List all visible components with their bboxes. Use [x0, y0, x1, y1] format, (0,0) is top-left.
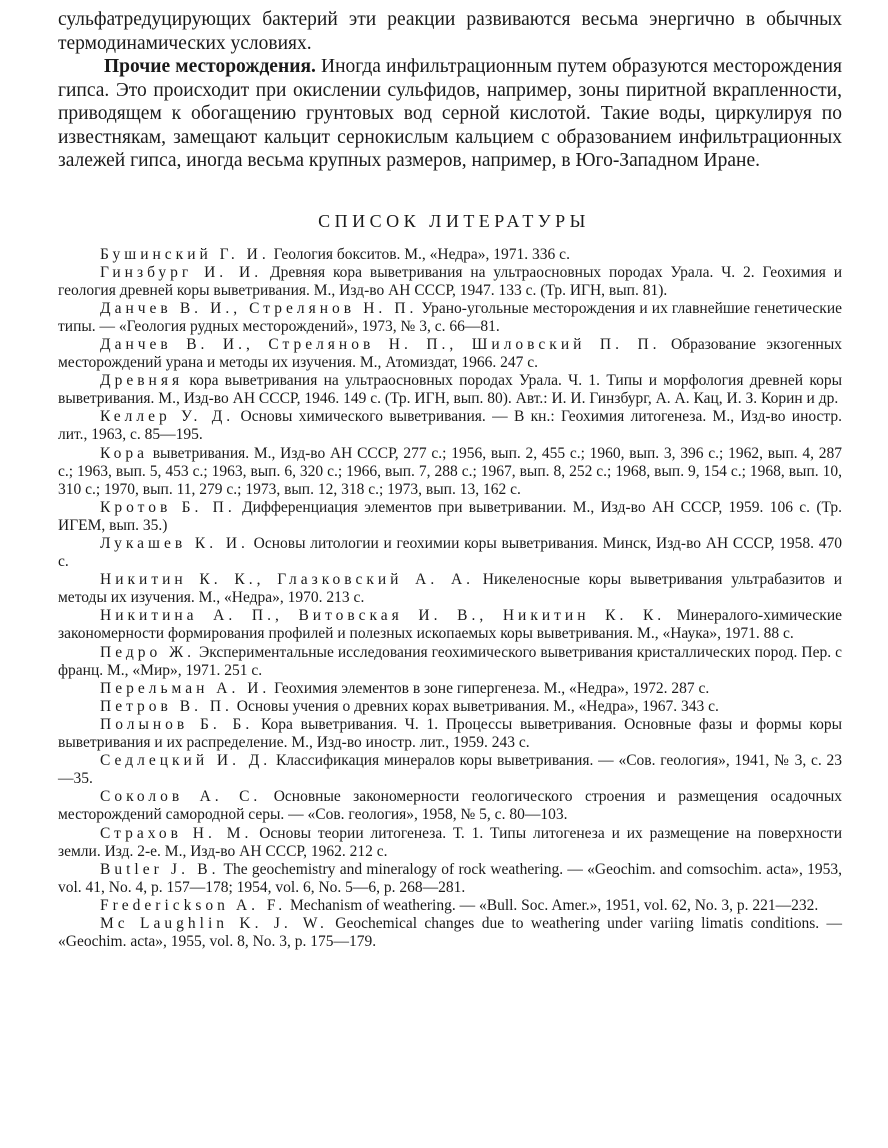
reference-text: Никеленосные коры выветривания ультрабазитов и методы их изучения. М., «Недра», 1970. 213 с. [58, 571, 842, 607]
reference-author: Полынов Б. Б. [100, 715, 254, 733]
reference-author: Седлецкий И. Д. [100, 752, 272, 770]
reference-author: Frederickson A. F. [100, 896, 287, 914]
reference-author: Перельман А. И. [100, 679, 271, 697]
reference-item [58, 716, 842, 752]
reference-author: Лукашев К. И. [100, 535, 249, 552]
reference-text: Кора выветривания. Ч. 1. Процессы выветривания. Основные фазы и формы коры выветривания и их распределение. М., Изд-во иностр. лит., 1959. 243 с. [58, 715, 842, 752]
reference-text: Дифференциация элементов при выветривании. М., Изд-во АН СССР, 1959. 106 с. (Тр. ИГЕМ, вып. 35.) [58, 498, 842, 534]
reference-item [58, 861, 842, 897]
reference-text: Основы теории литогенеза. Т. 1. Типы литогенеза и их размещение на поверхности земли. Изд. 2-е. М., Изд-во АН СССР, 1962. 212 с. [58, 824, 842, 860]
reference-text: Основные закономерности геологического строения и размещения осадочных месторождений самородной серы. — «Сов. геология», 1958, № 5, с. 80—103. [58, 788, 842, 824]
deposits-paragraph [58, 55, 842, 173]
reference-item [58, 571, 842, 607]
reference-item [58, 825, 842, 861]
paragraph-text: Иногда инфильтрационным путем образуются месторождения гипса. Это происходит при окислении сульфидов, например, зоны пиритной вкрапленности, приводящем к обогащению грунтовых вод серной кислотой. Такие воды, циркулируя по известнякам, замещают кальцит сернокислым кальцием с образованием инфильтрационных залежей гипса, иногда весьма крупных размеров, например, в Юго-Западном Иране. [58, 56, 842, 171]
reference-author: Педро Ж. [100, 643, 196, 661]
reference-author: Кротов Б. П. [100, 498, 236, 516]
reference-author: Кора [100, 444, 148, 462]
reference-text: Геология бокситов. М., «Недра», 1971. 336 с. [269, 245, 570, 263]
reference-item [58, 300, 842, 336]
paragraph-heading: Прочие месторождения. [104, 56, 316, 77]
reference-author: Никитин К. К., Глазковский А. А. [100, 571, 475, 589]
reference-item [58, 752, 842, 788]
reference-text: Основы учения о древних корах выветривания. М., «Недра», 1967. 343 с. [232, 697, 719, 715]
reference-author: Бушинский Г. И. [100, 245, 270, 263]
reference-item [58, 499, 842, 535]
reference-author: Петров В. П. [100, 697, 233, 715]
reference-text: Основы химического выветривания. — В кн.: Геохимия литогенеза. М., Изд-во иностр. лит., 1963, с. 85—195. [58, 408, 842, 444]
reference-author: Mc Laughlin K. J. W. [100, 914, 328, 932]
reference-text: выветривания. М., Изд-во АН СССР, 277 с.; 1956, вып. 2, 455 с.; 1960, вып. 3, 396 с.; 1962, вып. 4, 287 с.; 1963, вып. 5, 453 с.; 1963, вып. 6, 320 с.; 1966, вып. 7, 288 с.; 1967, вып. 8, 252 с.; 1968, вып. 9, 154 с.; 1968, вып. 10, 310 с.; 1970, вып. 11, 279 с.; 1973, вып. 12, 318 с.; 1973, вып. 13, 162 с. [58, 444, 842, 498]
reference-item [58, 698, 842, 716]
reference-author: Древняя [100, 372, 184, 390]
reference-item [58, 915, 842, 951]
reference-author: Гинзбург И. И. [100, 263, 263, 281]
reference-text: Минералого-химические закономерности формирования профилей и полезных ископаемых коры выветривания. М., «Наука», 1971. 88 с. [58, 607, 842, 643]
reference-author: Келлер У. Д. [100, 408, 235, 426]
references-title: СПИСОК ЛИТЕРАТУРЫ [318, 210, 590, 231]
reference-text: Geochemical changes due to weathering under variing limatis conditions. — «Geochim. acta», 1955, vol. 8, No. 3, p. 175—179. [58, 914, 842, 951]
reference-text: кора выветривания на ультраосновных породах Урала. Ч. 1. Типы и морфология древней коры выветривания. М., Изд-во АН СССР, 1946. 149 с. (Тр. ИГН, вып. 80). Авт.: И. И. Гинзбург, А. А. Кац, И. З. Корин и др. [58, 372, 842, 408]
reference-author: Данчев В. И., Стрелянов Н. П., Шиловский П. П. [100, 335, 661, 353]
reference-item [58, 607, 842, 643]
reference-item [58, 680, 842, 698]
reference-text: Геохимия элементов в зоне гипергенеза. М., «Недра», 1972. 287 с. [270, 679, 710, 697]
reference-item [58, 408, 842, 444]
reference-text: The geochemistry and mineralogy of rock weathering. — «Geochim. and comsochim. acta», 1953, vol. 41, No. 4, p. 157—178; 1954, vol. 6, No. 5—6, p. 268—281. [58, 860, 842, 896]
reference-item [58, 445, 842, 499]
reference-text: Основы литологии и геохимии коры выветривания. Минск, Изд-во АН СССР, 1958. 470 с. [58, 535, 843, 571]
reference-item [58, 336, 842, 372]
reference-author: Никитина А. П., Витовская И. В., Никитин К. К. [100, 607, 666, 625]
reference-item [58, 264, 842, 300]
reference-item [58, 372, 842, 408]
reference-text: Урано-угольные месторождения и их главнейшие генетические типы. — «Геология рудных месторождений», 1973, № 3, с. 66—81. [58, 299, 842, 335]
reference-author: Butler J. B. [100, 860, 220, 878]
reference-text: Классификация минералов коры выветривания. — «Сов. геология», 1941, № 3, с. 23—35. [58, 752, 842, 788]
reference-item [58, 897, 842, 915]
reference-author: Соколов А. С. [100, 788, 262, 806]
reference-text: Mechanism of weathering. — «Bull. Soc. Amer.», 1951, vol. 62, No. 3, p. 221—232. [286, 896, 819, 914]
reference-text: Образование экзогенных месторождений урана и методы их изучения. М., Атомиздат, 1966. 247 с. [58, 335, 842, 372]
body-text [58, 8, 842, 173]
reference-item [58, 788, 842, 824]
reference-item [58, 246, 842, 264]
references-list [58, 246, 842, 952]
continuation-paragraph: сульфатредуцирующих бактерий эти реакции развиваются весьма энергично в обычных термодинамических условиях. [58, 9, 842, 54]
reference-item [58, 535, 842, 571]
reference-text: Древняя кора выветривания на ультраосновных породах Урала. Ч. 2. Геохимия и геология древней коры выветривания. М., Изд-во АН СССР, 1947. 133 с. (Тр. ИГН, вып. 81). [58, 263, 842, 299]
reference-item [58, 644, 842, 680]
reference-author: Данчев В. И., Стрелянов Н. П. [100, 299, 418, 317]
reference-author: Страхов Н. М. [100, 824, 253, 842]
reference-text: Экспериментальные исследования геохимического выветривания кристаллических пород. Пер. с франц. М., «Мир», 1971. 251 с. [58, 643, 842, 679]
